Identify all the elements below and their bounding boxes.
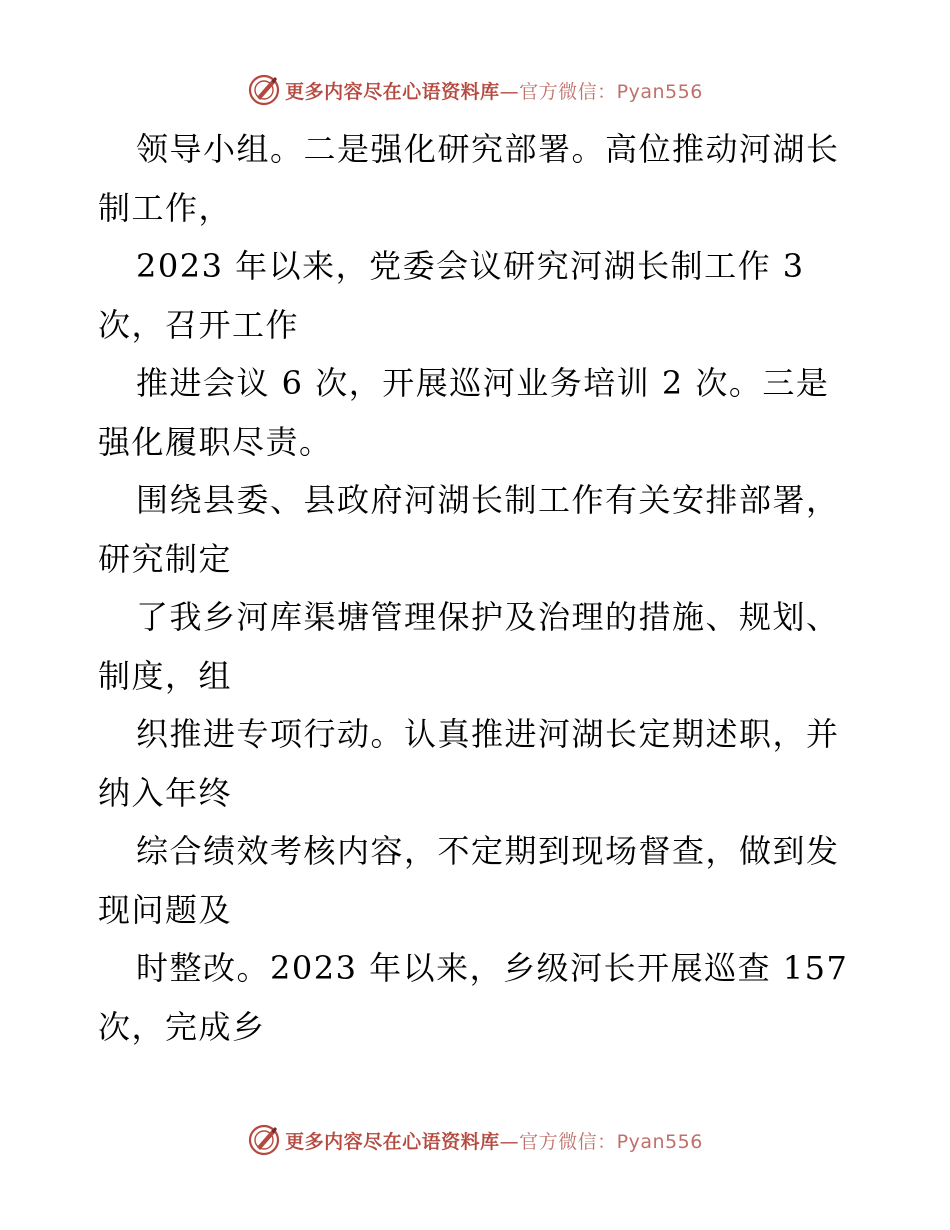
text-line: 时整改。2023 年以来，乡级河长开展巡查 157 <box>136 949 849 987</box>
text-line: 2023 年以来，党委会议研究河湖长制工作 3 <box>136 247 805 285</box>
text-line: 研究制定 <box>98 539 233 578</box>
footer-banner <box>0 1120 950 1160</box>
banner-text: 更多内容尽在心语资料库—官方微信：Pyan556 <box>285 80 703 103</box>
text-line: 综合绩效考核内容，不定期到现场督查，做到发 <box>136 832 840 870</box>
text-line: 强化履职尽责。 <box>98 422 333 461</box>
stamp-logo-icon <box>247 73 281 107</box>
text-line: 制工作， <box>98 188 233 227</box>
banner-text: 更多内容尽在心语资料库—官方微信：Pyan556 <box>285 1130 703 1153</box>
header-banner <box>0 70 950 110</box>
text-line: 次，召开工作 <box>98 305 300 344</box>
text-line: 了我乡河库渠塘管理保护及治理的措施、规划、 <box>136 598 840 636</box>
text-line: 次，完成乡 <box>98 1007 266 1046</box>
stamp-logo-icon <box>247 1123 281 1157</box>
document-body <box>98 120 858 1056</box>
text-line: 纳入年终 <box>98 773 233 812</box>
text-line: 推进会议 6 次，开展巡河业务培训 2 次。三是 <box>136 364 830 402</box>
text-line: 现问题及 <box>98 890 233 929</box>
text-line: 围绕县委、县政府河湖长制工作有关安排部署， <box>136 481 840 519</box>
text-line: 织推进专项行动。认真推进河湖长定期述职，并 <box>136 715 840 753</box>
text-line: 领导小组。二是强化研究部署。高位推动河湖长 <box>136 130 840 168</box>
text-line: 制度，组 <box>98 656 233 695</box>
